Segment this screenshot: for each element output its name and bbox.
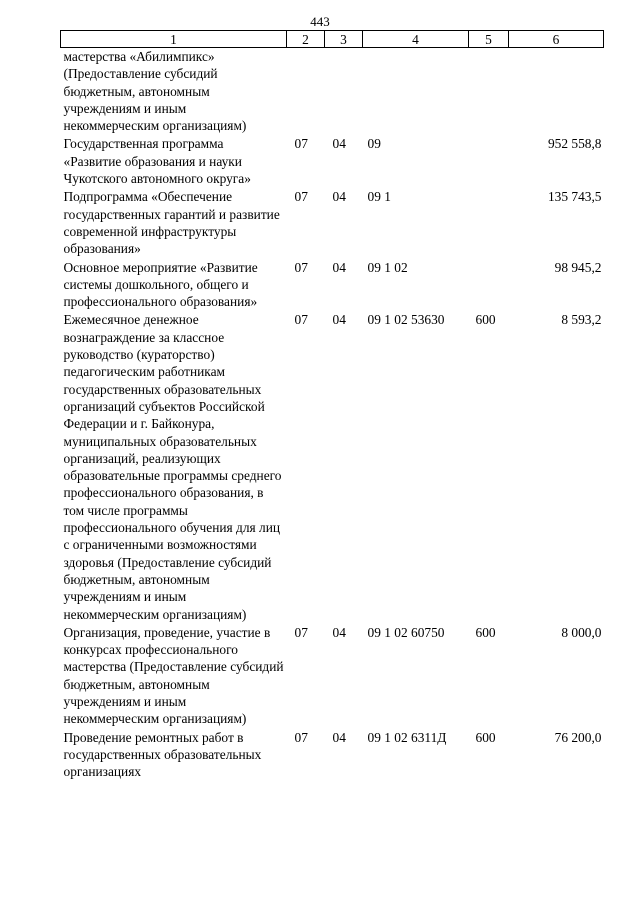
row-expense-type: 600 xyxy=(475,729,496,745)
table-row xyxy=(61,729,604,782)
row-expense-type: 600 xyxy=(475,312,496,328)
row-expense-type: 600 xyxy=(475,624,496,640)
page-number: 443 xyxy=(310,14,330,29)
row-section: 07 xyxy=(294,189,308,205)
column-header: 2 xyxy=(287,31,325,48)
row-section: 07 xyxy=(294,136,308,152)
row-amount xyxy=(509,48,604,136)
row-expense-type xyxy=(469,48,509,136)
row-target-article xyxy=(363,48,469,136)
row-expense-type xyxy=(469,188,509,258)
row-name: мастерства «Абилимпикс» (Предоставление субсидий бюджетным, автономным учреждениям и иным некоммерческим организациям) xyxy=(63,49,247,134)
row-target-article: 09 1 02 6311Д xyxy=(367,729,447,745)
row-amount: 135 743,5 xyxy=(547,189,602,205)
table-row xyxy=(61,624,604,729)
row-name: Проведение ремонтных работ в государственных образовательных организациях xyxy=(63,729,262,780)
row-name: Основное мероприятие «Развитие системы дошкольного, общего и профессионального образования» xyxy=(63,259,258,310)
table-row xyxy=(61,259,604,312)
column-header: 3 xyxy=(325,31,363,48)
row-section xyxy=(287,48,325,136)
table-row xyxy=(61,188,604,258)
row-section: 07 xyxy=(294,624,308,640)
row-target-article: 09 1 xyxy=(367,189,391,205)
row-name: Подпрограмма «Обеспечение государственных гарантий и развитие современной инфраструктуры образования» xyxy=(63,189,280,257)
row-subsection: 04 xyxy=(332,259,346,275)
column-header: 6 xyxy=(509,31,604,48)
row-amount: 8 000,0 xyxy=(561,624,602,640)
row-amount: 98 945,2 xyxy=(554,259,602,275)
column-header: 4 xyxy=(363,31,469,48)
row-subsection: 04 xyxy=(332,624,346,640)
column-header: 5 xyxy=(469,31,509,48)
row-target-article: 09 1 02 xyxy=(367,259,408,275)
row-section: 07 xyxy=(294,729,308,745)
row-target-article: 09 1 02 53630 xyxy=(367,312,445,328)
column-header: 1 xyxy=(61,31,287,48)
row-amount: 76 200,0 xyxy=(554,729,602,745)
row-amount: 952 558,8 xyxy=(547,136,602,152)
row-subsection: 04 xyxy=(332,189,346,205)
row-name: Организация, проведение, участие в конкурсах профессионального мастерства (Предоставление субсидий бюджетным, автономным учреждениям и иным некоммерческим организациям) xyxy=(63,624,284,727)
row-name: Государственная программа «Развитие образования и науки Чукотского автономного округа» xyxy=(63,136,251,187)
row-target-article: 09 xyxy=(367,136,381,152)
budget-table xyxy=(60,30,604,781)
table-header-row xyxy=(61,31,604,48)
row-expense-type xyxy=(469,259,509,312)
row-expense-type xyxy=(469,135,509,188)
table-row xyxy=(61,311,604,623)
row-section: 07 xyxy=(294,312,308,328)
row-amount: 8 593,2 xyxy=(561,312,602,328)
row-target-article: 09 1 02 60750 xyxy=(367,624,445,640)
row-section: 07 xyxy=(294,259,308,275)
row-subsection xyxy=(325,48,363,136)
row-subsection: 04 xyxy=(332,729,346,745)
row-subsection: 04 xyxy=(332,136,346,152)
row-name: Ежемесячное денежное вознаграждение за классное руководство (кураторство) педагогическим работникам государственных образовательных организаций субъектов Российской Федерации и г. Байконура, муниципальных образовательных организаций, реализующих образовательные программы среднего профессионального образования, в том числе программы профессионального обучения для лиц с ограниченными возможностями здоровья (Предоставление субсидий бюджетным, автономным учреждениям и иным некоммерческим организациям) xyxy=(63,312,282,622)
table-row xyxy=(61,135,604,188)
table-row xyxy=(61,48,604,136)
row-subsection: 04 xyxy=(332,312,346,328)
